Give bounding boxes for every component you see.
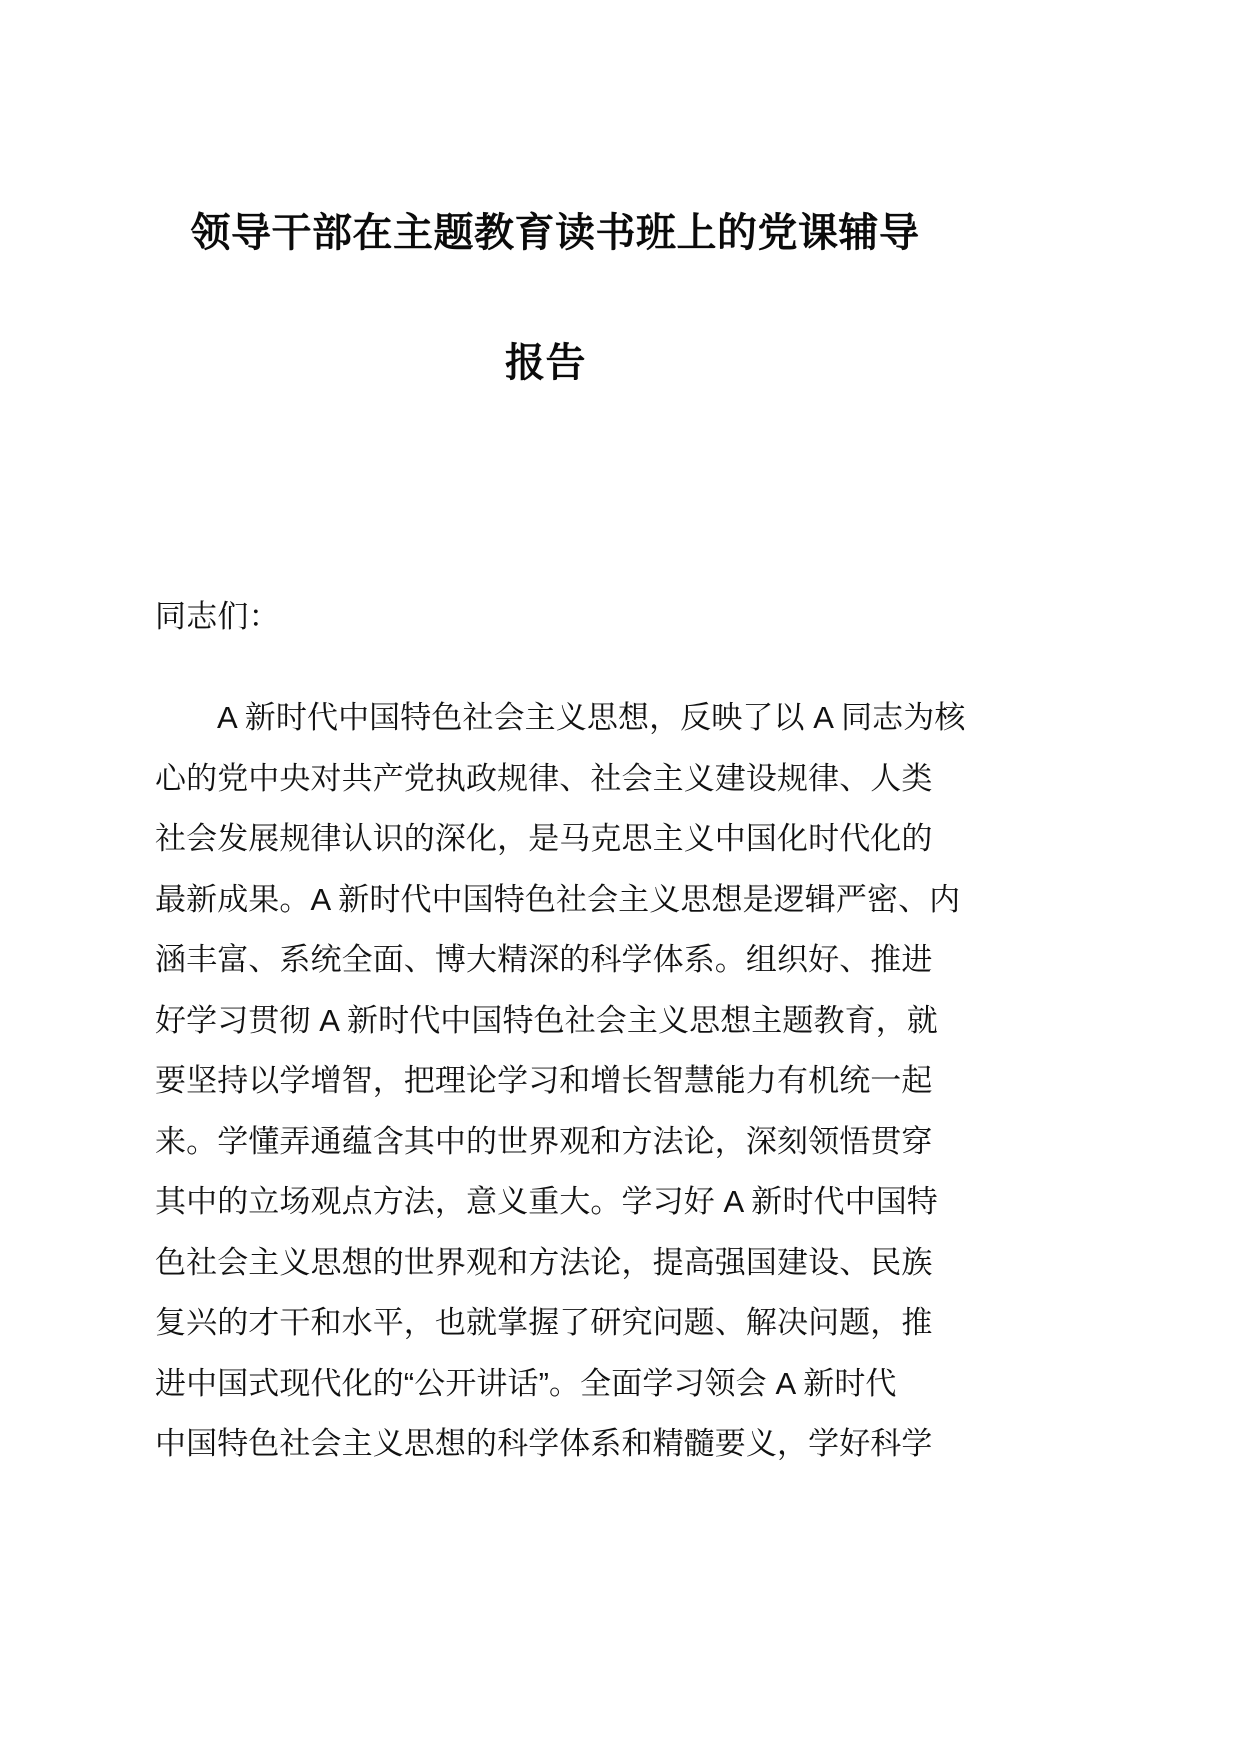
body-line: 要坚持以学增智，把理论学习和增长智慧能力有机统一起 [155, 1063, 933, 1098]
body-line: 好学习贯彻 A 新时代中国特色社会主义思想主题教育，就 [155, 1002, 938, 1038]
body-line: A 新时代中国特色社会主义思想，反映了以 A 同志为核 [217, 700, 966, 735]
body-paragraph [155, 688, 966, 1475]
body-line: 涵丰富、系统全面、博大精深的科学体系。组织好、推进 [155, 942, 933, 977]
body-line: 复兴的才干和水平，也就掌握了研究问题、解决问题，推 [155, 1305, 933, 1340]
body-line: 其中的立场观点方法，意义重大。学习好 A 新时代中国特 [155, 1184, 938, 1219]
body-line: 进中国式现代化的“公开讲话”。全面学习领会 A 新时代 [155, 1365, 897, 1401]
title-line-1: 领导干部在主题教育读书班上的党课辅导 [190, 211, 920, 255]
body-line: 社会发展规律认识的深化，是马克思主义中国化时代化的 [155, 821, 933, 856]
title-line-2: 报告 [505, 341, 586, 385]
body-line: 中国特色社会主义思想的科学体系和精髓要义，学好科学 [155, 1426, 933, 1461]
body-line: 最新成果。A 新时代中国特色社会主义思想是逻辑严密、内 [155, 881, 961, 917]
document-title [155, 168, 955, 428]
body-line: 心的党中央对共产党执政规律、社会主义建设规律、人类 [155, 760, 933, 796]
document-content [155, 0, 966, 1475]
body-line: 来。学懂弄通蕴含其中的世界观和方法论，深刻领悟贯穿 [155, 1123, 933, 1159]
salutation: 同志们： [155, 599, 280, 634]
body-line: 色社会主义思想的世界观和方法论，提高强国建设、民族 [155, 1244, 933, 1280]
